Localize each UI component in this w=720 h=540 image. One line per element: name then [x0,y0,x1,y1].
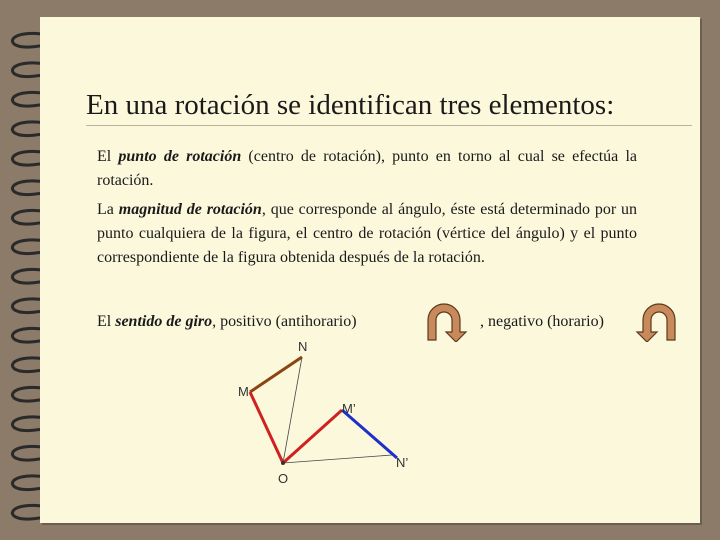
p1-text-after: (centro de rotación), punto en torno al cual se efectúa la rotación. [97,148,638,189]
radius-O-Mprime [283,410,342,463]
guide-line-O-Nprime [283,455,392,463]
term-rotation-direction: sentido de giro [115,313,213,330]
segment-MprimeNprime [342,410,397,458]
segment-MN [250,357,302,392]
term-rotation-point: punto de rotación [118,148,242,165]
rotation-center-point [281,461,285,465]
p3-text-positive: , positivo (antihorario) [212,313,357,330]
p3-text-negative: , negativo (horario) [480,313,604,330]
label-N: N [298,339,308,354]
p3-text-before: El [97,313,116,330]
label-Mprime: M’ [342,401,356,416]
p2-text-before: La [97,201,119,218]
p1-text-before: El [97,148,119,165]
slide-title: En una rotación se identifican tres elementos: [86,89,615,121]
label-O: O [278,471,289,486]
term-rotation-magnitude: magnitud de rotación [118,201,262,218]
label-Nprime: N’ [396,455,409,470]
label-M: M [238,384,249,399]
radius-O-M [250,392,283,463]
p2-text-after: , que corresponde al ángulo, éste está determinado por un punto cualquiera de la figura, el centro de rotación (vértice del ángulo) y el punto correspondiente de la figura obtenida después de la rotación. [97,201,638,266]
